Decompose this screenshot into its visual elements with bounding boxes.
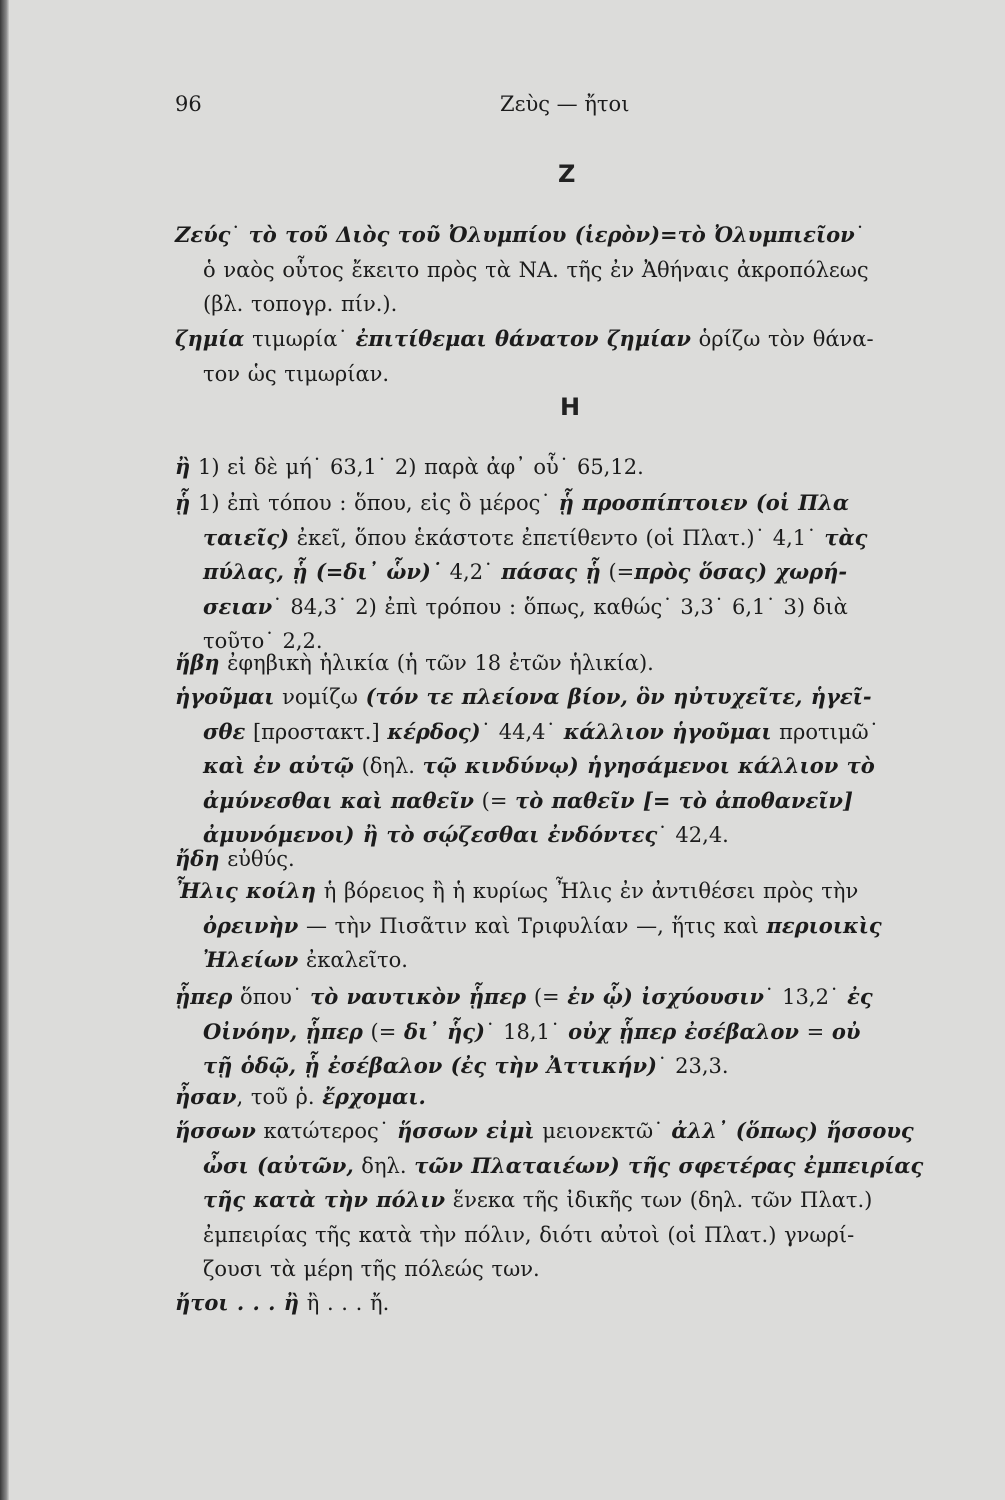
- lemma-text: σειαν: [203, 593, 273, 619]
- lemma-text: ἀμύνεσθαι καὶ παθεῖν: [203, 787, 474, 813]
- entry-heper: [175, 980, 980, 1084]
- entry-ede: [175, 842, 980, 877]
- gloss-text: (=: [473, 788, 516, 813]
- lemma-text: ἐν ᾧ) ἰσχύουσιν: [567, 984, 764, 1009]
- lemma-text: ἐς: [847, 984, 873, 1009]
- entry-line: [175, 874, 980, 909]
- entry-line: [175, 749, 980, 784]
- lemma-text: ἀμυνόμενοι) ἢ τὸ σῴζεσθαι ἐνδόντες: [203, 822, 658, 847]
- gloss-text: ζουσι τὰ μέρη τῆς πόλεώς των.: [203, 1257, 540, 1281]
- lemma-text: ᾗπερ: [175, 984, 233, 1009]
- gloss-text: ὁ ναὸς οὗτος ἔκειτο πρὸς τὰ ΝΑ. τῆς ἐν Ἀθήναις ἀκροπόλεως: [203, 257, 869, 282]
- gloss-text: ἐμπειρίας τῆς κατὰ τὴν πόλιν, διότι αὐτοὶ (οἱ Πλατ.) γνωρί-: [203, 1222, 855, 1247]
- gloss-text: (δηλ.: [353, 754, 423, 778]
- lemma-text: πύλας, ᾗ: [203, 559, 308, 584]
- gloss-text: =: [798, 1019, 832, 1044]
- entry-line: [175, 715, 980, 750]
- entry-esan: [175, 1080, 980, 1115]
- gloss-text: ἡ βόρειος ἢ ἡ κυρίως Ἦλις ἐν ἀντιθέσει πρὸς τὴν: [316, 879, 859, 903]
- entry-line: [175, 287, 980, 322]
- entry-line: [175, 218, 980, 253]
- lemma-text: οὐ: [831, 1018, 861, 1044]
- gloss-text: 1) ἐπὶ τόπου : ὅπου, εἰς ὃ μέρος˙: [190, 491, 559, 515]
- gloss-text: προτιμῶ˙: [771, 719, 880, 744]
- entry-line: [175, 784, 980, 819]
- entry-line: [175, 450, 980, 485]
- entry-line: [175, 1149, 980, 1184]
- gloss-text: μειονεκτῶ˙: [534, 1119, 672, 1143]
- gloss-text: νομίζω: [274, 685, 366, 709]
- gloss-text: ˙ 18,1˙: [485, 1019, 569, 1044]
- gloss-text: ὅπου˙: [232, 985, 311, 1009]
- running-head: Ζεὺς — ἤτοι: [500, 92, 630, 116]
- lemma-text: καὶ ἐν αὐτῷ: [203, 753, 354, 778]
- lemma-text: (τόν τε πλείονα βίον, ὃν ηὐτυχεῖτε, ἡγεῖ-: [365, 684, 872, 709]
- entry-line: [175, 943, 980, 978]
- lemma-text: ἀλλ᾽ (ὅπως) ἥσσους: [671, 1118, 914, 1143]
- lemma-text: Οἰνόην, ᾗπερ: [203, 1018, 363, 1044]
- entry-hebe: [175, 646, 980, 681]
- entry-e: [175, 450, 980, 485]
- page-header: [175, 92, 980, 122]
- gloss-text: — τὴν Πισᾶτιν καὶ Τριφυλίαν —, ἥτις καὶ: [298, 913, 767, 938]
- lemma-text: ἐπιτίθεμαι θάνατον ζημίαν: [355, 326, 691, 351]
- entry-line: [175, 1015, 980, 1050]
- section-letter-zeta: Ζ: [558, 160, 576, 188]
- lemma-text: ἢ: [175, 454, 191, 479]
- entry-line: [175, 357, 980, 392]
- gloss-text: (=: [600, 560, 635, 584]
- entry-zeus: [175, 218, 980, 322]
- gloss-text: , τοῦ ῥ.: [236, 1085, 323, 1109]
- entry-line: [175, 253, 980, 288]
- lemma-text: Ἠλείων: [203, 947, 299, 972]
- gloss-text: τοῦτο˙ 2,2.: [203, 629, 323, 653]
- lemma-text: ἥβη: [175, 650, 220, 675]
- entry-hegoumai: [175, 680, 980, 853]
- lemma-text: δι᾽ ἧς): [404, 1018, 485, 1044]
- lemma-text: τῶν Πλαταιέων) τῆς σφετέρας ἐμπειρίας: [414, 1152, 924, 1178]
- gloss-text: 4,2˙: [449, 560, 502, 584]
- lemma-text: κάλλιον ἡγοῦμαι: [563, 718, 772, 744]
- lemma-text: ἤδη: [175, 846, 220, 871]
- lemma-text: ἦσαν: [175, 1084, 237, 1109]
- entry-line: [175, 980, 980, 1015]
- gloss-text: ἐκαλεῖτο.: [298, 948, 408, 972]
- gloss-text: (=: [526, 985, 568, 1009]
- entry-line: [175, 1286, 980, 1321]
- gloss-text: ˙ 42,4.: [657, 823, 729, 847]
- lemma-text: σθε: [203, 718, 246, 744]
- lemma-text: ᾗ: [175, 490, 191, 515]
- lemma-text: ἡγοῦμαι: [175, 684, 275, 709]
- entry-line: [175, 1049, 980, 1084]
- lemma-text: τὸ παθεῖν [= τὸ ἀποθανεῖν]: [515, 787, 853, 813]
- entry-line: [175, 521, 980, 556]
- gloss-text: ˙: [230, 223, 249, 247]
- gloss-text: [προστακτ.]: [245, 719, 388, 744]
- gloss-text: ˙ 13,2˙: [764, 985, 848, 1009]
- lemma-text: ζημία: [175, 326, 245, 351]
- lemma-text: Ἦλις κοίλη: [175, 878, 317, 903]
- entry-line: [175, 555, 980, 590]
- lemma-text: πάσας ᾗ: [501, 559, 601, 584]
- gloss-text: ˙: [854, 223, 866, 247]
- lemma-text: τὰς: [824, 524, 868, 550]
- entry-line: [175, 909, 980, 944]
- gloss-text: εὐθύς.: [219, 847, 295, 871]
- lemma-text: τῷ κινδύνῳ) ἡγησάμενοι κάλλιον τὸ: [422, 753, 875, 778]
- gloss-text: δηλ.: [353, 1153, 415, 1178]
- entry-elis: [175, 874, 980, 978]
- gloss-text: ˙ 23,3.: [656, 1054, 729, 1078]
- lemma-text: τὸ ναυτικὸν ᾗπερ: [310, 984, 527, 1009]
- lemma-text: ταιεῖς): [203, 524, 290, 550]
- lemma-text: ἥσσων εἰμὶ: [396, 1118, 535, 1143]
- gloss-text: ἐκεῖ, ὅπου ἑκάστοτε ἐπετίθεντο (οἱ Πλατ.)˙ 4,1˙: [289, 525, 825, 550]
- entry-line: [175, 322, 980, 357]
- entry-line: [175, 1252, 980, 1287]
- lemma-text: περιοικὶς: [766, 912, 882, 938]
- lemma-text: οὐχ ᾗπερ ἐσέβαλον: [568, 1018, 799, 1044]
- entry-line: [175, 842, 980, 877]
- gloss-text: ˙ 84,3˙ 2) ἐπὶ τρόπου : ὅπως, καθώς˙ 3,3˙ 6,1˙ 3) διὰ: [272, 594, 848, 619]
- gloss-text: τιμωρία˙: [244, 327, 356, 351]
- gloss-text: (=: [362, 1019, 405, 1044]
- entry-line: [175, 1183, 980, 1218]
- entry-hei: [175, 486, 980, 659]
- gloss-text: ἢ . . . ἤ.: [299, 1291, 390, 1315]
- book-spine-edge: [0, 0, 9, 1500]
- gloss-text: ˙ 44,4˙: [480, 719, 564, 744]
- entry-line: [175, 1218, 980, 1253]
- lemma-text: ᾗ προσπίπτοιεν (οἱ Πλα: [558, 490, 849, 515]
- lemma-text: ἔρχομαι.: [322, 1084, 426, 1109]
- entry-line: [175, 486, 980, 521]
- gloss-text: ἐφηβικὴ ἡλικία (ἡ τῶν 18 ἐτῶν ἡλικία).: [219, 651, 654, 675]
- entry-line: [175, 680, 980, 715]
- gloss-text: 1) εἰ δὲ μή˙ 63,1˙ 2) παρὰ ἀφ᾽ οὗ˙ 65,12.: [190, 455, 644, 479]
- gloss-text: τον ὡς τιμωρίαν.: [203, 361, 390, 386]
- gloss-text: (βλ. τοπογρ. πίν.).: [203, 292, 398, 316]
- lemma-text: τῆς κατὰ τὴν πόλιν: [203, 1187, 446, 1212]
- entry-line: [175, 590, 980, 625]
- entry-line: [175, 646, 980, 681]
- lemma-text: Ζεύς: [175, 222, 231, 247]
- entry-etoi: [175, 1286, 980, 1321]
- gloss-text: ὁρίζω τὸν θάνα-: [690, 327, 874, 351]
- lemma-text: τῇ ὁδῷ, ᾗ ἐσέβαλον (ἐς τὴν Ἀττικήν): [203, 1053, 657, 1078]
- section-letter-eta: Η: [560, 393, 581, 421]
- lemma-text: ἤτοι . . . ἢ: [175, 1290, 300, 1315]
- lemma-text: τὸ τοῦ Διὸς τοῦ Ὀλυμπίου (ἱερὸν)=τὸ Ὀλυμπιεῖον: [248, 222, 855, 247]
- entry-line: [175, 1080, 980, 1115]
- lemma-text: (=δι᾽ ὧν)˙: [307, 559, 450, 584]
- entry-hesson: [175, 1114, 980, 1287]
- entry-zemia: [175, 322, 980, 391]
- entry-line: [175, 1114, 980, 1149]
- page-number: 96: [175, 92, 202, 116]
- lemma-text: ἥσσων: [175, 1118, 256, 1143]
- lemma-text: ὦσι (αὐτῶν,: [203, 1152, 354, 1178]
- lemma-text: ὀρεινὴν: [203, 912, 299, 938]
- gloss-text: ἕνεκα τῆς ἰδικῆς των (δηλ. τῶν Πλατ.): [445, 1188, 873, 1212]
- gloss-text: κατώτερος˙: [255, 1119, 397, 1143]
- lemma-text: πρὸς ὅσας) χωρή-: [634, 559, 848, 584]
- lemma-text: κέρδος): [387, 718, 481, 744]
